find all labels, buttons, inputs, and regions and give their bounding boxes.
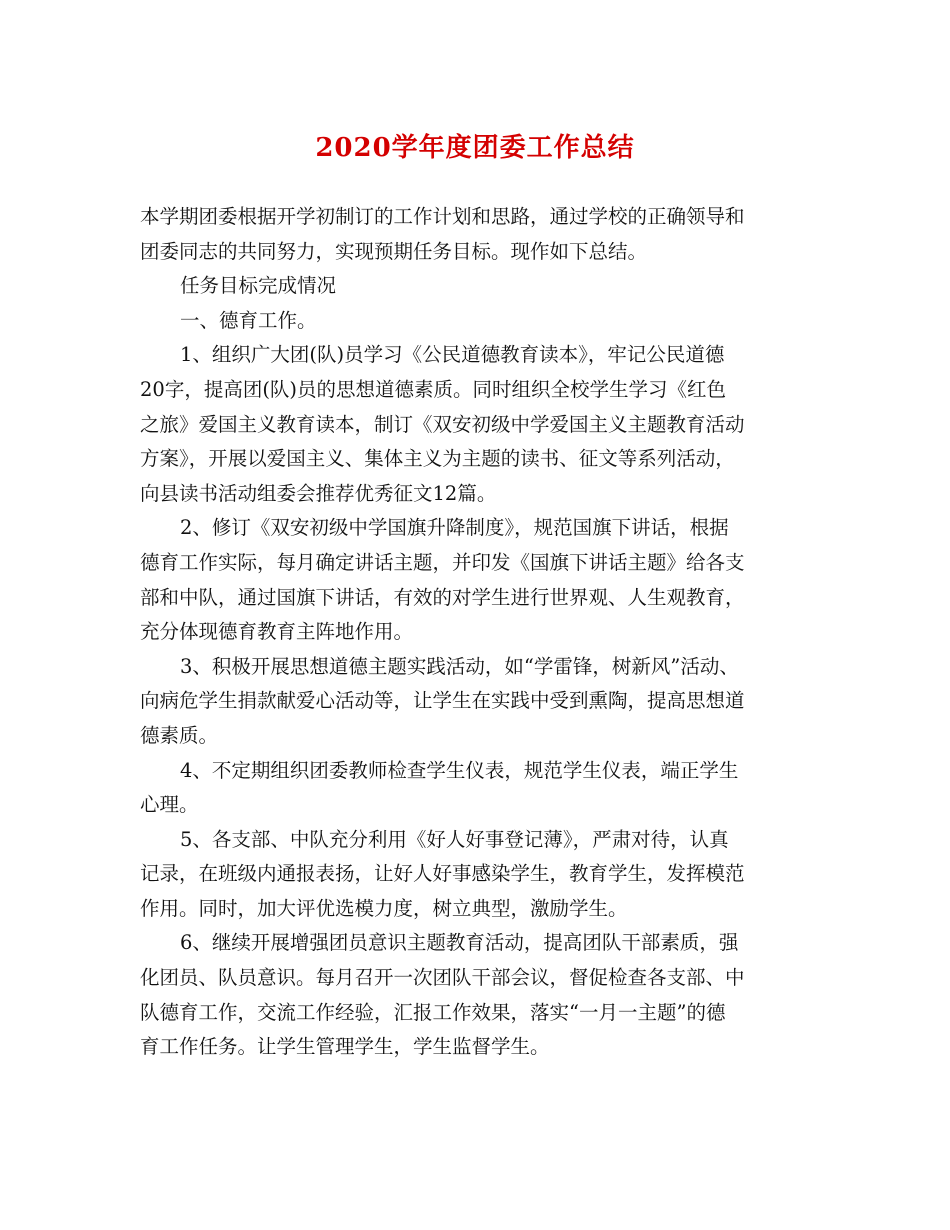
- body-line: 记录，在班级内通报表扬，让好人好事感染学生，教育学生，发挥模范: [140, 862, 745, 886]
- body-line: 3、积极开展思想道德主题实践活动，如“学雷锋，树新风”活动、: [180, 654, 739, 678]
- body-line: 方案》，开展以爱国主义、集体主义为主题的读书、征文等系列活动，: [140, 447, 735, 471]
- body-line: 育工作任务。让学生管理学生，学生监督学生。: [140, 1035, 550, 1059]
- body-line: 20字，提高团(队)员的思想道德素质。同时组织全校学生学习《红色: [140, 377, 727, 401]
- body-line: 部和中队，通过国旗下讲话，有效的对学生进行世界观、人生观教育，: [140, 585, 745, 609]
- body-line: 之旅》爱国主义教育读本，制订《双安初级中学爱国主义主题教育活动: [140, 412, 745, 436]
- document-body: [140, 200, 820, 1065]
- body-line: 向县读书活动组委会推荐优秀征文12篇。: [140, 481, 497, 505]
- body-line: 充分体现德育教育主阵地作用。: [140, 620, 414, 644]
- section-heading: 任务目标完成情况: [180, 274, 337, 298]
- body-line: 队德育工作，交流工作经验，汇报工作效果，落实“一月一主题”的德: [140, 1000, 726, 1024]
- body-line: 化团员、队员意识。每月召开一次团队干部会议，督促检查各支部、中: [140, 966, 745, 990]
- body-line: 2、修订《双安初级中学国旗升降制度》，规范国旗下讲话，根据: [180, 516, 729, 540]
- body-line: 1、组织广大团(队)员学习《公民道德教育读本》，牢记公民道德: [180, 343, 725, 367]
- document-title: 2020学年度团委工作总结: [315, 133, 635, 163]
- body-line: 6、继续开展增强团员意识主题教育活动，提高团队干部素质，强: [180, 931, 739, 955]
- body-line: 团委同志的共同努力，实现预期任务目标。现作如下总结。: [140, 239, 648, 263]
- body-line: 作用。同时，加大评优选模力度，树立典型，激励学生。: [140, 896, 628, 920]
- section-heading: 一、德育工作。: [180, 308, 317, 332]
- body-line: 4、不定期组织团委教师检查学生仪表，规范学生仪表，端正学生: [180, 758, 739, 782]
- body-line: 5、各支部、中队充分利用《好人好事登记薄》，严肃对待，认真: [180, 827, 729, 851]
- body-line: 德素质。: [140, 723, 219, 747]
- body-line: 心理。: [140, 793, 199, 817]
- body-line: 本学期团委根据开学初制订的工作计划和思路，通过学校的正确领导和: [140, 205, 745, 228]
- body-line: 向病危学生捐款献爱心活动等，让学生在实践中受到熏陶，提高思想道: [140, 689, 745, 713]
- body-line: 德育工作实际，每月确定讲话主题，并印发《国旗下讲话主题》给各支: [140, 550, 745, 574]
